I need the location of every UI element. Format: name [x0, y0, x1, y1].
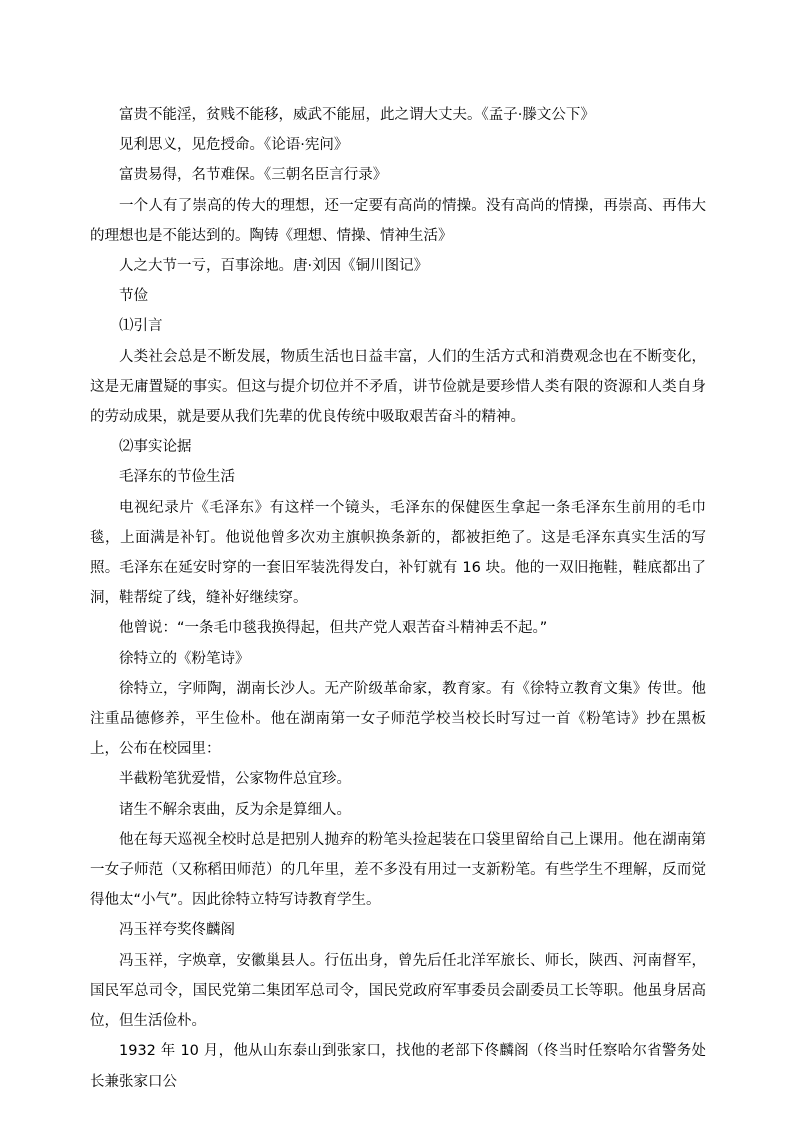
poem-line-1: 半截粉笔犹爱惜，公家物件总宜珍。 — [119, 771, 351, 788]
subheading-introduction: ⑴引言 — [119, 318, 163, 335]
poem-line-2: 诸生不解余衷曲，反为余是算细人。 — [119, 801, 351, 818]
paragraph-quote-liuyin: 人之大节一亏，百事涂地。唐·刘因《铜川图记》 — [119, 258, 429, 275]
paragraph-quote-analects: 见利思义，见危授命。《论语·宪问》 — [119, 137, 349, 154]
paragraph-introduction: 人类社会总是不断发展，物质生活也日益丰富，人们的生活方式和消费观念也在不断变化，这是无庸置疑的事实。但这与提介切位并不矛盾，讲节俭就是要珍惜人类有限的资源和人类自身的劳动成果，就是要从我们先辈的优良传统中吸取艰苦奋斗的精神。 — [90, 348, 706, 426]
story-title-xu: 徐特立的《粉笔诗》 — [119, 650, 250, 667]
story-title-mao: 毛泽东的节俭生活 — [119, 469, 235, 486]
paragraph-quote-taozhu: 一个人有了崇高的传大的理想，还一定要有高尚的情操。没有高尚的情操，再崇高、再伟大的理想也是不能达到的。陶铸《理想、情操、情神生活》 — [90, 197, 706, 244]
paragraph-feng-story: 1932 年 10 月，他从山东泰山到张家口，找他的老部下佟麟阁（佟当时任察哈尔省警务处长兼张家口公 — [90, 1043, 706, 1090]
paragraph-mao-quote: 他曾说：“一条毛巾毯我换得起，但共产党人艰苦奋斗精神丢不起。” — [119, 620, 548, 637]
story-title-feng: 冯玉祥夸奖佟麟阁 — [119, 922, 235, 939]
paragraph-xu-bio: 徐特立，字师陶，湖南长沙人。无产阶级革命家，教育家。有《徐特立教育文集》传世。他注重品德修养，平生俭朴。他在湖南第一女子师范学校当校长时写过一首《粉笔诗》抄在黑板上，公布在校园里： — [90, 680, 706, 758]
paragraph-feng-bio: 冯玉祥，字焕章，安徽巢县人。行伍出身，曾先后任北洋军旅长、师长，陕西、河南督军，国民军总司令，国民党第二集团军总司令，国民党政府军事委员会副委员工长等职。他虽身居高位，但生活俭朴。 — [90, 952, 706, 1030]
paragraph-mao-story: 电视纪录片《毛泽东》有这样一个镜头，毛泽东的保健医生拿起一条毛泽东生前用的毛巾毯，上面满是补钉。他说他曾多次劝主旗帜换条新的，都被拒绝了。这是毛泽东真实生活的写照。毛泽东在延安时穿的一套旧军装洗得发白，补钉就有 16 块。他的一双旧拖鞋，鞋底都出了洞，鞋帮绽了线，缝补好继续穿。 — [90, 499, 706, 607]
section-heading-frugality: 节俭 — [119, 288, 148, 305]
paragraph-quote-sanchao: 富贵易得，名节难保。《三朝名臣言行录》 — [119, 167, 388, 184]
paragraph-quote-mencius: 富贵不能淫，贫贱不能移，威武不能屈，此之谓大丈夫。《孟子·滕文公下》 — [119, 107, 595, 123]
subheading-factual-evidence: ⑵事实论据 — [119, 439, 192, 456]
paragraph-xu-story: 他在每天巡视全校时总是把别人抛弃的粉笔头捡起装在口袋里留给自己上课用。他在湖南第一女子师范（又称稻田师范）的几年里，差不多没有用过一支新粉笔。有些学生不理解，反而觉得他太“小气”。因此徐特立特写诗教育学生。 — [90, 831, 706, 909]
